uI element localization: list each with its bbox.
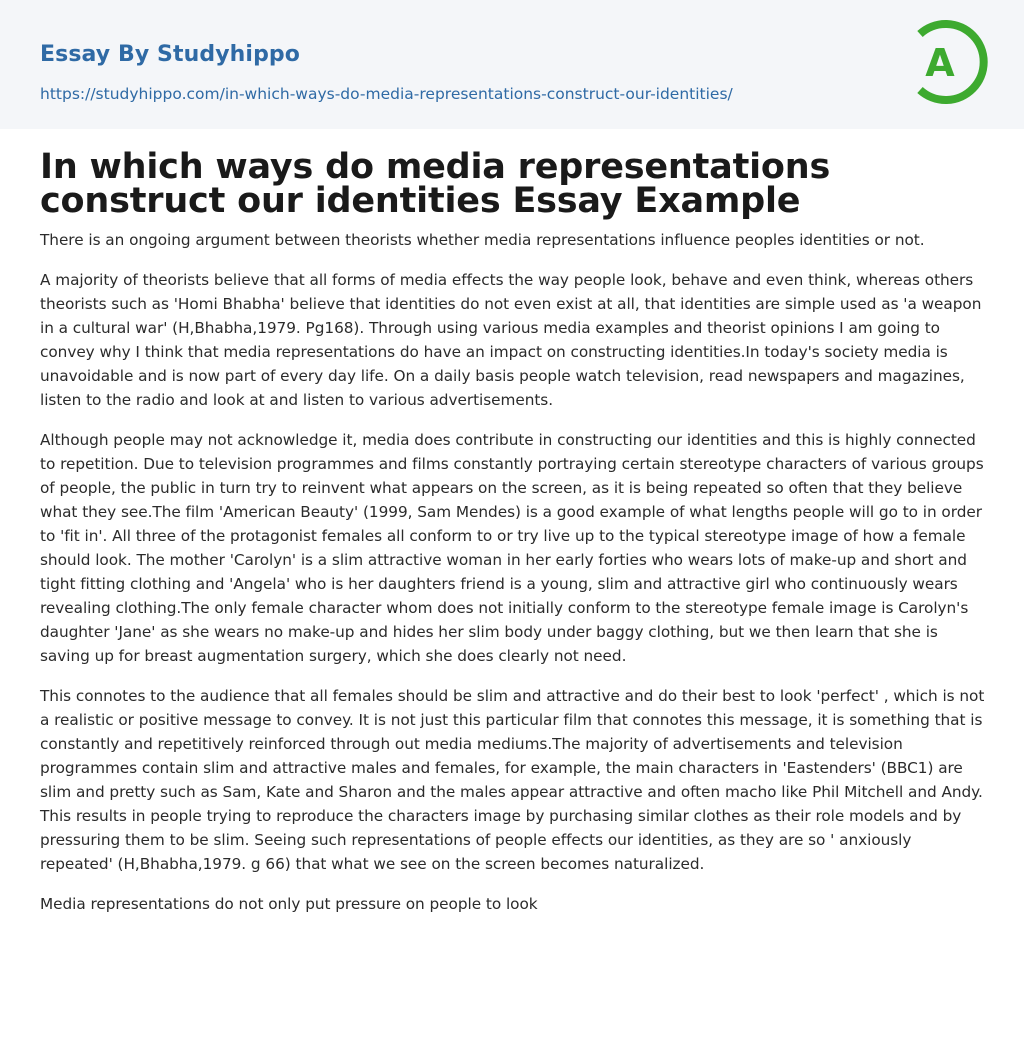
paragraph: Media representations do not only put pressure on people to look <box>40 895 538 913</box>
article-title: In which ways do media representations construct our identities Essay Example <box>40 147 831 221</box>
paragraph: There is an ongoing argument between theorists whether media representations influence peoples identities or not. <box>40 231 925 249</box>
logo-letter: A <box>925 41 955 85</box>
article-body <box>40 228 986 932</box>
site-brand[interactable]: Essay By Studyhippo <box>40 42 300 67</box>
paragraph: This connotes to the audience that all females should be slim and attractive and do their best to look 'perfect' , which is not a realistic or positive message to convey. It is not just this particular film that connotes this message, it is something that is constantly and repetitively reinforced through out media mediums.The majority of advertisements and television programmes contain slim and attractive males and females, for example, the main characters in 'Eastenders' (BBC1) are slim and pretty such as Sam, Kate and Sharon and the males appear attractive and often macho like Phil Mitchell and Andy. This results in people trying to reproduce the characters image by purchasing similar clothes as their role models and by pressuring them to be slim. Seeing such representations of people effects our identities, as they are so ' anxiously repeated' (H,Bhabha,1979. g 66) that what we see on the screen becomes naturalized. <box>40 687 985 873</box>
paragraph: Although people may not acknowledge it, media does contribute in constructing our identities and this is highly connected to repetition. Due to television programmes and films constantly portraying certain stereotype characters of various groups of people, the public in turn try to reinvent what appears on the screen, as it is being repeated so often that they believe what they see.The film 'American Beauty' (1999, Sam Mendes) is a good example of what lengths people will go to in order to 'fit in'. All three of the protagonist females all conform to or try live up to the typical stereotype image of how a female should look. The mother 'Carolyn' is a slim attractive woman in her early forties who wears lots of make-up and short and tight fitting clothing and 'Angela' who is her daughters friend is a young, slim and attractive girl who continuously wears revealing clothing.The only female character whom does not initially conform to the stereotype female image is Carolyn's daughter 'Jane' as she wears no make-up and hides her slim body under baggy clothing, but we then learn that she is saving up for breast augmentation surgery, which she does clearly not need. <box>40 431 984 665</box>
source-url-link[interactable]: https://studyhippo.com/in-which-ways-do-media-representations-construct-our-identities/ <box>40 85 733 103</box>
paragraph: A majority of theorists believe that all forms of media effects the way people look, behave and even think, whereas others theorists such as 'Homi Bhabha' believe that identities do not even exist at all, that identities are simple used as 'a weapon in a cultural war' (H,Bhabha,1979. Pg168). Through using various media examples and theorist opinions I am going to convey why I think that media representations do have an impact on constructing identities.In today's society media is unavoidable and is now part of every day life. On a daily basis people watch television, read newspapers and magazines, listen to the radio and look at and listen to various advertisements. <box>40 271 982 409</box>
site-header <box>0 0 1024 129</box>
logo-icon[interactable] <box>910 18 988 106</box>
